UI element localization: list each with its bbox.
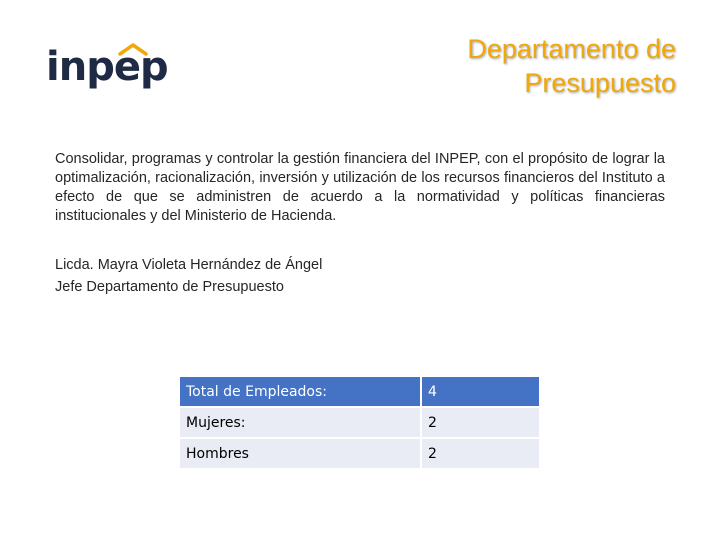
inpep-logo (46, 40, 168, 96)
mission-statement: Consolidar, programas y controlar la gestión financiera del INPEP, con el propósito de lograr la optimalización, racionalización, inversión y utilización de los recursos financieros del Instituto a efecto de que se administren de acuerdo a la normatividad y políticas financieras institucionales y del Ministerio de Hacienda. (55, 151, 665, 224)
employee-stats-table (180, 377, 539, 470)
table-cell-label: Total de Empleados: (180, 377, 421, 407)
signature-block (55, 254, 322, 298)
table-cell-label: Mujeres: (180, 407, 421, 438)
logo-text: inpep (46, 44, 168, 90)
page-title-line1: Departamento de (467, 34, 676, 64)
table-row-men (180, 438, 539, 469)
table-cell-value: 4 (421, 377, 539, 407)
table-row-women (180, 407, 539, 438)
table-cell-label: Hombres (180, 438, 421, 469)
signature-position: Jefe Departamento de Presupuesto (55, 279, 284, 295)
page-title (467, 32, 676, 100)
table-row-total (180, 377, 539, 407)
table-cell-value: 2 (421, 438, 539, 469)
signature-name: Licda. Mayra Violeta Hernández de Ángel (55, 257, 323, 273)
table-cell-value: 2 (421, 407, 539, 438)
page-title-line2: Presupuesto (524, 68, 676, 98)
